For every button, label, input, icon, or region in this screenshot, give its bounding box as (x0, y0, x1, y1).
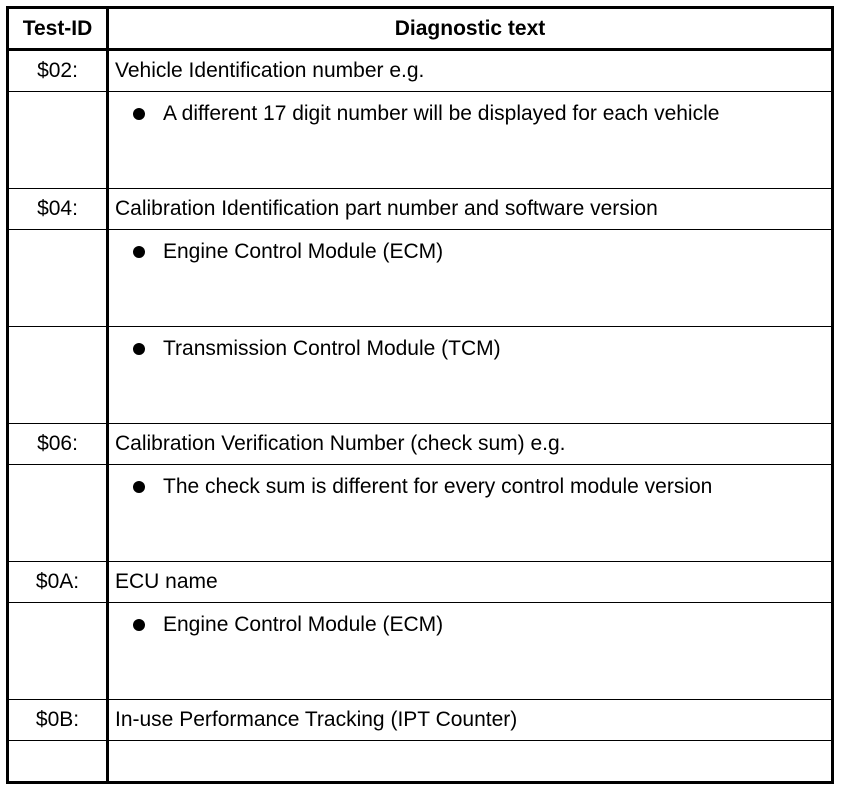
table-row (8, 92, 833, 189)
bullet-item (109, 92, 831, 126)
bullet-cell (108, 603, 833, 700)
empty-id-cell (8, 465, 108, 562)
bullet-icon (133, 343, 145, 355)
bullet-text: Engine Control Module (ECM) (163, 240, 444, 263)
empty-text-cell (108, 741, 833, 783)
table-row (8, 327, 833, 424)
bullet-icon (133, 246, 145, 258)
table-header-row (8, 8, 833, 50)
empty-id-cell (8, 603, 108, 700)
table-row (8, 424, 833, 465)
table-row (8, 700, 833, 741)
table-row (8, 465, 833, 562)
test-id-cell: $04: (8, 189, 108, 230)
test-id-cell: $0A: (8, 562, 108, 603)
bullet-item (109, 230, 831, 264)
bullet-item (109, 327, 831, 361)
bullet-item (109, 603, 831, 637)
diagnostic-table (6, 6, 834, 784)
bullet-cell (108, 92, 833, 189)
empty-id-cell (8, 741, 108, 783)
test-id-cell: $06: (8, 424, 108, 465)
table-row (8, 189, 833, 230)
bullet-text: Engine Control Module (ECM) (163, 613, 444, 636)
diagnostic-text-cell: Calibration Identification part number and software version (108, 189, 833, 230)
bullet-text: A different 17 digit number will be displayed for each vehicle (163, 102, 720, 125)
test-id-cell: $02: (8, 50, 108, 92)
empty-id-cell (8, 230, 108, 327)
diagnostic-text-cell: Calibration Verification Number (check sum) e.g. (108, 424, 833, 465)
bullet-text: Transmission Control Module (TCM) (163, 337, 501, 360)
bullet-icon (133, 619, 145, 631)
diagnostic-text-cell: Vehicle Identification number e.g. (108, 50, 833, 92)
bullet-icon (133, 108, 145, 120)
bullet-cell (108, 465, 833, 562)
table-row (8, 562, 833, 603)
bullet-icon (133, 481, 145, 493)
bullet-cell (108, 230, 833, 327)
bullet-cell (108, 327, 833, 424)
diagnostic-text-cell: In-use Performance Tracking (IPT Counter) (108, 700, 833, 741)
test-id-cell: $0B: (8, 700, 108, 741)
diagnostic-text-cell: ECU name (108, 562, 833, 603)
header-test-id: Test-ID (8, 8, 108, 50)
empty-id-cell (8, 327, 108, 424)
bullet-text: The check sum is different for every control module version (163, 475, 713, 498)
table-row (8, 741, 833, 783)
table-row (8, 50, 833, 92)
header-diagnostic-text: Diagnostic text (108, 8, 833, 50)
empty-id-cell (8, 92, 108, 189)
bullet-item (109, 465, 831, 499)
table-row (8, 603, 833, 700)
table-row (8, 230, 833, 327)
